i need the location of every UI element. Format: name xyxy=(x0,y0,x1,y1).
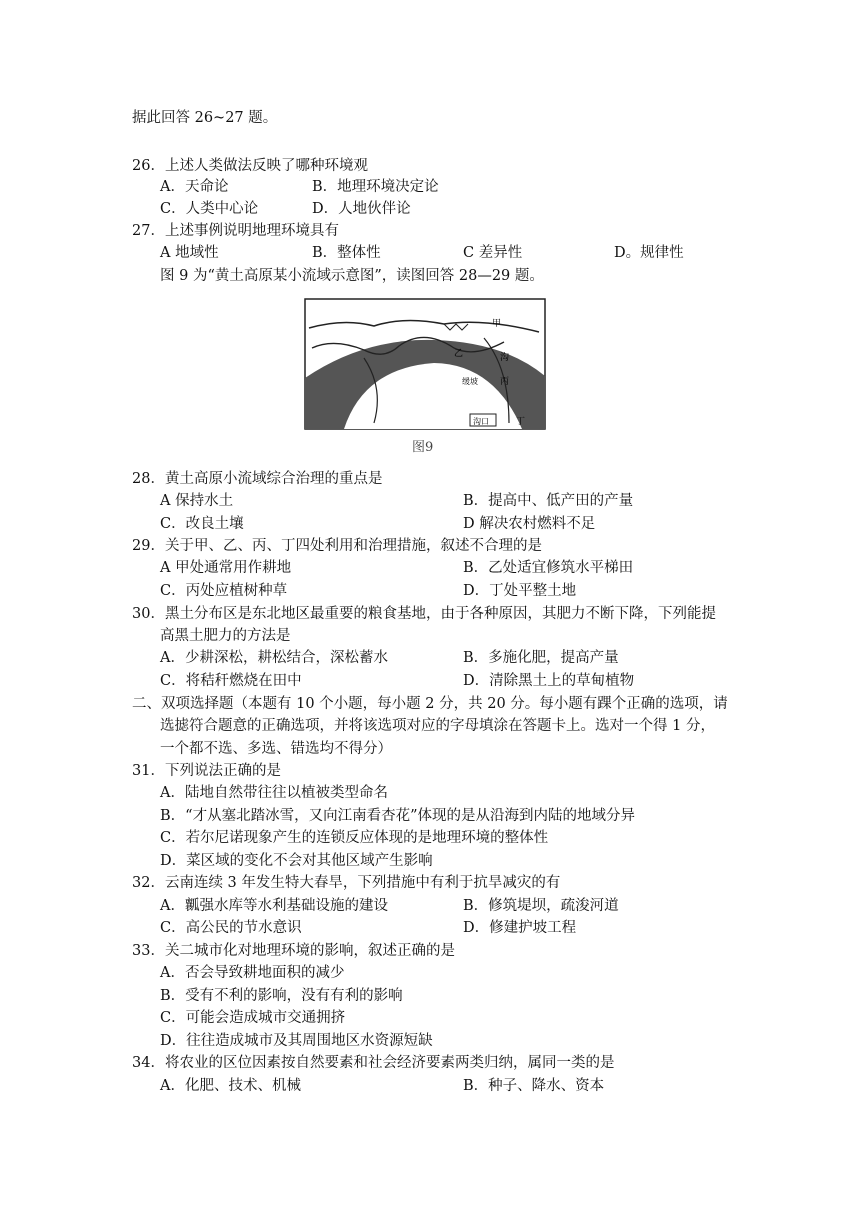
q28-option-a: A 保持水土 xyxy=(160,493,234,509)
question-28-stem: 28．黄土高原小流域综合治理的重点是 xyxy=(132,471,383,487)
q31-option-d: D．菜区域的变化不会对其他区域产生影响 xyxy=(160,853,433,869)
q27-option-a: A 地域性 xyxy=(160,245,219,261)
q30-option-b: B．多施化肥，提高产量 xyxy=(463,650,619,666)
question-34-stem: 34．将农业的区位因素按自然要素和社会经济要素两类归纳，属同一类的是 xyxy=(132,1055,615,1071)
q32-option-a: A．瓤强水库等水利基础设施的建设 xyxy=(160,898,388,914)
q32-option-b: B．修筑堤坝，疏浚河道 xyxy=(463,898,619,914)
question-26-stem: 26．上述人类做法反映了哪种环境观 xyxy=(132,158,368,174)
figure-label-slope: 缓坡 xyxy=(462,377,478,386)
q31-option-b: B．“才从塞北踏冰雪，又向江南看杏花”体现的是从沿海到内陆的地域分异 xyxy=(160,808,635,824)
q31-option-c: C．若尔尼诺现象产生的连锁反应体现的是地理环境的整体性 xyxy=(160,830,549,846)
question-31-stem: 31．下列说法正确的是 xyxy=(132,763,281,779)
question-33-stem: 33．关二城市化对地理环境的影响，叙述正确的是 xyxy=(132,943,455,959)
q27-option-c: C 差异性 xyxy=(463,245,523,261)
q30-option-d: D．清除黑土上的草甸植物 xyxy=(463,673,635,689)
figure-label-yi: 乙 xyxy=(454,349,464,359)
q34-option-a: A．化肥、技术、机械 xyxy=(160,1078,301,1094)
q29-option-c: C．丙处应植树种草 xyxy=(160,583,288,599)
q32-option-c: C．高公民的节水意识 xyxy=(160,920,302,936)
question-27-stem: 27．上述事例说明地理环境具有 xyxy=(132,223,339,239)
figure-label-jia: 甲 xyxy=(492,319,502,329)
figure-label-mouth: 沟口 xyxy=(473,417,489,426)
question-32-stem: 32．云南连续 3 年发生特大春旱，下列措施中有利于抗旱减灾的有 xyxy=(132,875,561,891)
q34-option-b: B．种子、降水、资本 xyxy=(463,1078,605,1094)
q26-option-c: C．人类中心论 xyxy=(160,201,259,217)
figure-label-ding: 丁 xyxy=(516,417,526,427)
section-2-line2: 选摅符合题意的正确选项，并将该选项对应的字母填涂在答题卡上。选对一个得 1 分， xyxy=(160,718,715,734)
q26-option-d: D．人地伙伴论 xyxy=(312,201,411,217)
q29-option-b: B．乙处适宜修筑水平梯田 xyxy=(463,560,634,576)
q30-option-c: C．将秸秆燃烧在田中 xyxy=(160,673,302,689)
question-29-stem: 29．关于甲、乙、丙、丁四处利用和治理措施，叙述不合理的是 xyxy=(132,538,542,554)
q31-option-a: A．陆地自然带往往以植被类型命名 xyxy=(160,785,388,801)
q33-option-d: D．往往造成城市及其周围地区水资源短缺 xyxy=(160,1033,433,1049)
section-2-line1: 二、双项选择题（本题有 10 个小题，每小题 2 分，共 20 分。每小题有踝个正确的选项，请 xyxy=(132,696,728,712)
q28-option-c: C．改良土壤 xyxy=(160,516,244,532)
question-30-stem-line2: 高黑土肥力的方法是 xyxy=(160,628,291,644)
question-30-stem-line1: 30．黑土分布区是东北地区最重要的粮食基地，由于各种原因，其肥力不断下降，下列能提 xyxy=(132,606,716,622)
q26-option-b: B．地理环境决定论 xyxy=(312,179,439,195)
intro-text: 据此回答 26~27 题。 xyxy=(132,110,278,126)
figure-label-bing: 丙 xyxy=(500,377,510,387)
q30-option-a: A．少耕深松，耕松结合，深松蓄水 xyxy=(160,650,388,666)
q26-option-a: A．天命论 xyxy=(160,179,229,195)
q29-option-a: A 甲处通常用作耕地 xyxy=(160,560,292,576)
q27-option-b: B．整体性 xyxy=(312,245,381,261)
q33-option-b: B．受有不利的影响，没有有利的影响 xyxy=(160,988,403,1004)
q27-option-d: D。规律性 xyxy=(614,245,684,261)
q32-option-d: D．修建护坡工程 xyxy=(463,920,577,936)
figure-9-diagram xyxy=(304,298,546,430)
figure-intro: 图 9 为“黄土高原某小流域示意图”，读图回答 28—29 题。 xyxy=(160,268,544,284)
figure-caption: 图9 xyxy=(412,440,434,455)
q28-option-b: B．提高中、低产田的产量 xyxy=(463,493,634,509)
figure-label-gou: 沟 xyxy=(500,353,510,363)
q29-option-d: D．丁处平整土地 xyxy=(463,583,577,599)
q28-option-d: D 解决农村燃料不足 xyxy=(463,516,596,532)
q33-option-c: C．可能会造成城市交通拥挤 xyxy=(160,1010,346,1026)
q33-option-a: A．否会导致耕地面积的减少 xyxy=(160,965,345,981)
section-2-line3: 一个都不选、多选、错选均不得分） xyxy=(160,741,392,757)
